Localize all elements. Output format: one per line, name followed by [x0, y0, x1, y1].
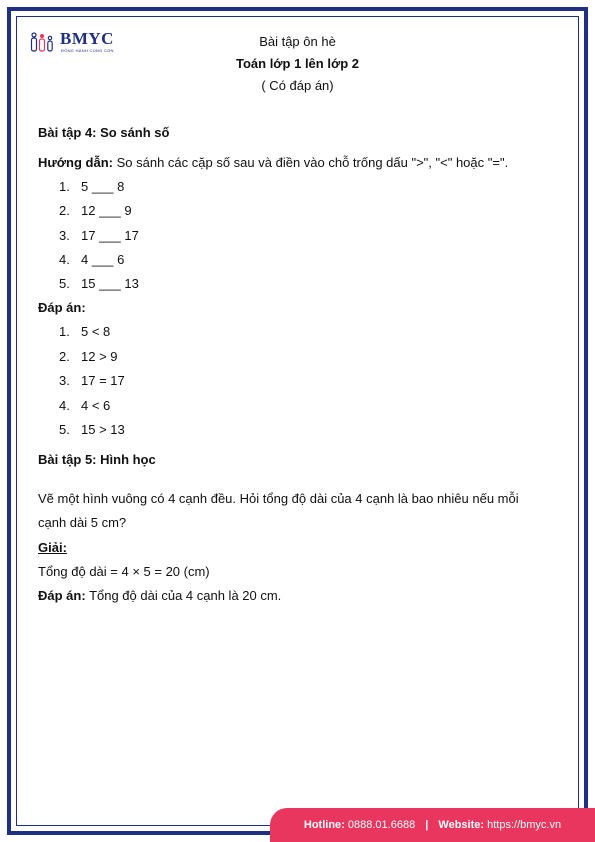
- question-item: [59, 179, 124, 194]
- question-number: 5.: [59, 276, 70, 291]
- answer-text: 17 = 17: [81, 373, 125, 388]
- ex4-title: Bài tập 4: So sánh số: [38, 125, 170, 140]
- question-item: [59, 276, 139, 291]
- answer-item: [59, 422, 125, 437]
- question-text: 17 ___ 17: [81, 228, 139, 243]
- ex5-solution-label: Giải:: [38, 540, 67, 555]
- ex5-problem-line-1: Vẽ một hình vuông có 4 cạnh đều. Hỏi tổng độ dài của 4 cạnh là bao nhiêu nếu mỗi: [38, 491, 519, 506]
- ex5-problem-line-2: cạnh dài 5 cm?: [38, 515, 127, 530]
- website-label: Website:: [438, 819, 485, 831]
- answer-number: 2.: [59, 349, 70, 364]
- ex5-answer: [38, 588, 281, 603]
- answer-item: [59, 373, 125, 388]
- answer-number: 1.: [59, 324, 70, 339]
- answer-item: [59, 324, 110, 339]
- ex4-answer-label: Đáp án:: [38, 300, 86, 315]
- answer-number: 4.: [59, 398, 70, 413]
- answer-item: [59, 398, 110, 413]
- website-link[interactable]: https://bmyc.vn: [487, 819, 562, 831]
- ex5-answer-label: Đáp án:: [38, 588, 86, 603]
- logo-tagline: ĐỒNG HÀNH CÙNG CON: [61, 48, 114, 53]
- answer-text: 4 < 6: [81, 398, 111, 413]
- ex5-title: Bài tập 5: Hình học: [38, 452, 156, 467]
- ex4-guide-label: Hướng dẫn:: [38, 155, 113, 170]
- answer-number: 5.: [59, 422, 70, 437]
- ex5-solution-text: Tổng độ dài = 4 × 5 = 20 (cm): [38, 564, 210, 579]
- question-item: [59, 252, 124, 267]
- page-title: Toán lớp 1 lên lớp 2: [236, 56, 359, 71]
- footer-separator: |: [425, 819, 429, 831]
- header-line-3: ( Có đáp án): [261, 78, 334, 93]
- ex5-answer-text: Tổng độ dài của 4 cạnh là 20 cm.: [89, 588, 282, 603]
- hotline-number[interactable]: 0888.01.6688: [347, 819, 416, 831]
- question-number: 3.: [59, 228, 70, 243]
- ex4-guide: [38, 155, 508, 170]
- question-item: [59, 203, 132, 218]
- question-text: 4 ___ 6: [81, 252, 125, 267]
- footer-banner: [270, 808, 595, 842]
- question-text: 12 ___ 9: [81, 203, 132, 218]
- answer-text: 12 > 9: [81, 349, 118, 364]
- question-text: 15 ___ 13: [81, 276, 139, 291]
- question-text: 5 ___ 8: [81, 179, 125, 194]
- question-number: 1.: [59, 179, 70, 194]
- hotline-label: Hotline:: [303, 819, 345, 831]
- question-item: [59, 228, 139, 243]
- logo-brand-text: BMYC: [60, 29, 114, 48]
- answer-text: 15 > 13: [81, 422, 125, 437]
- ex4-guide-text: So sánh các cặp số sau và điền vào chỗ trống dấu ">", "<" hoặc "=".: [116, 155, 509, 170]
- question-number: 2.: [59, 203, 70, 218]
- answer-text: 5 < 8: [81, 324, 111, 339]
- header-line-1: Bài tập ôn hè: [259, 34, 336, 49]
- question-number: 4.: [59, 252, 70, 267]
- answer-number: 3.: [59, 373, 70, 388]
- answer-item: [59, 349, 118, 364]
